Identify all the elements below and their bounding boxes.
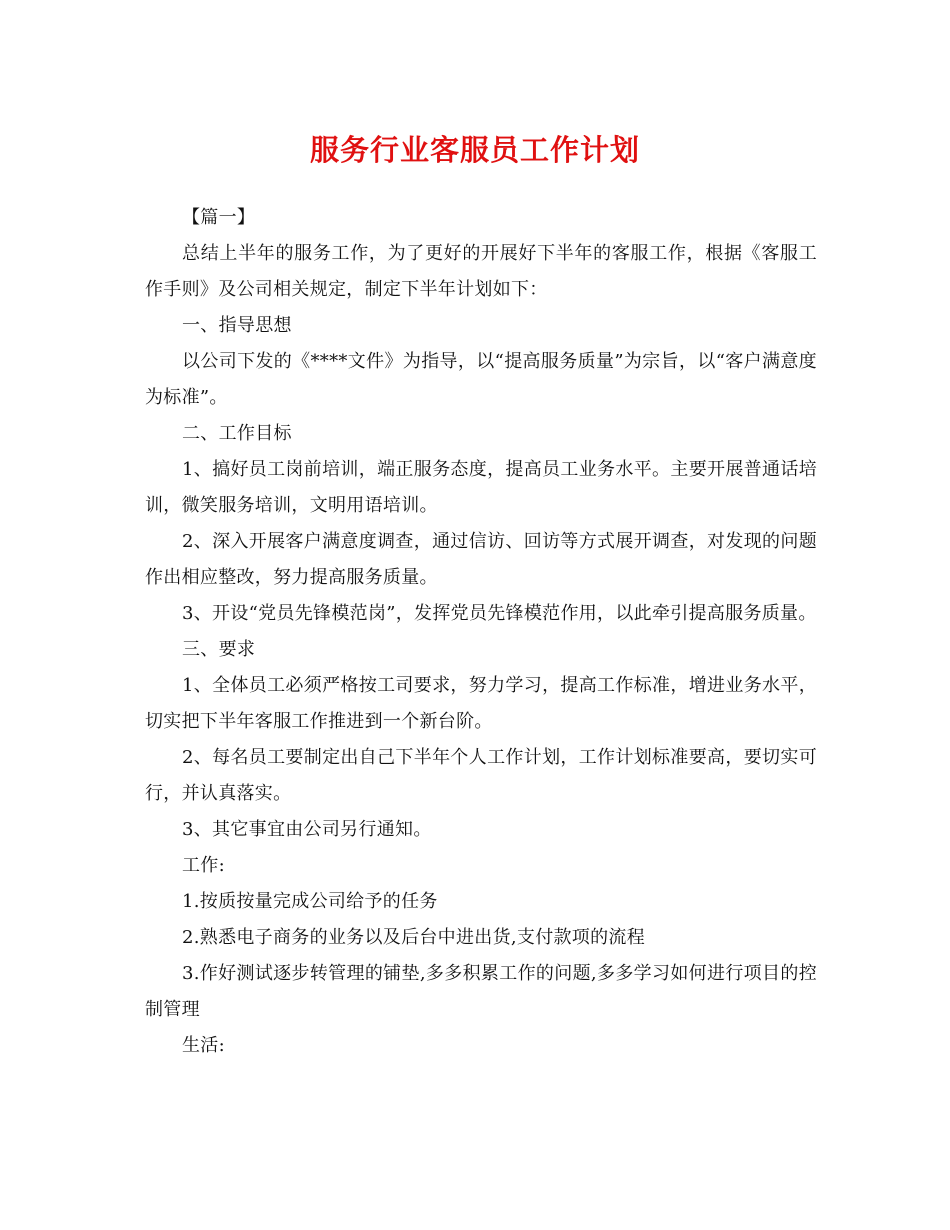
- document-title: 服务行业客服员工作计划: [309, 133, 640, 167]
- heading-work-goals: 二、工作目标: [182, 423, 292, 444]
- goal-item-2: 2、深入开展客户满意度调查，通过信访、回访等方式展开调查，对发现的问题作出相应整改，努力提高服务质量。: [145, 531, 817, 588]
- work-item-1: 1.按质按量完成公司给予的任务: [182, 891, 438, 912]
- requirement-item-1: 1、全体员工必须严格按工司要求，努力学习，提高工作标准，增进业务水平，切实把下半年客服工作推进到一个新台阶。: [145, 675, 817, 732]
- goal-item-3: 3、开设“党员先锋模范岗”，发挥党员先锋模范作用，以此牵引提高服务质量。: [182, 603, 817, 624]
- heading-requirements: 三、要求: [182, 639, 256, 660]
- work-item-3: 3.作好测试逐步转管理的铺垫,多多积累工作的问题,多多学习如何进行项目的控制管理: [145, 963, 817, 1020]
- paragraph-intro: 总结上半年的服务工作，为了更好的开展好下半年的客服工作，根据《客服工作手则》及公司相关规定，制定下半年计划如下：: [145, 243, 817, 300]
- heading-life: 生活:: [182, 1035, 225, 1056]
- document-body: [145, 200, 817, 1064]
- goal-item-1: 1、搞好员工岗前培训，端正服务态度，提高员工业务水平。主要开展普通话培训，微笑服务培训，文明用语培训。: [145, 459, 817, 516]
- requirement-item-2: 2、每名员工要制定出自己下半年个人工作计划，工作计划标准要高，要切实可行，并认真落实。: [145, 747, 817, 804]
- heading-guiding-idea: 一、指导思想: [182, 315, 292, 336]
- paragraph-guiding-idea: 以公司下发的《****文件》为指导，以“提高服务质量”为宗旨，以“客户满意度为标准”。: [145, 351, 817, 408]
- paragraph-section-label: 【篇一】: [182, 207, 256, 228]
- work-item-2: 2.熟悉电子商务的业务以及后台中进出货,支付款项的流程: [182, 927, 645, 948]
- requirement-item-3: 3、其它事宜由公司另行通知。: [182, 819, 432, 840]
- heading-work: 工作:: [182, 855, 225, 876]
